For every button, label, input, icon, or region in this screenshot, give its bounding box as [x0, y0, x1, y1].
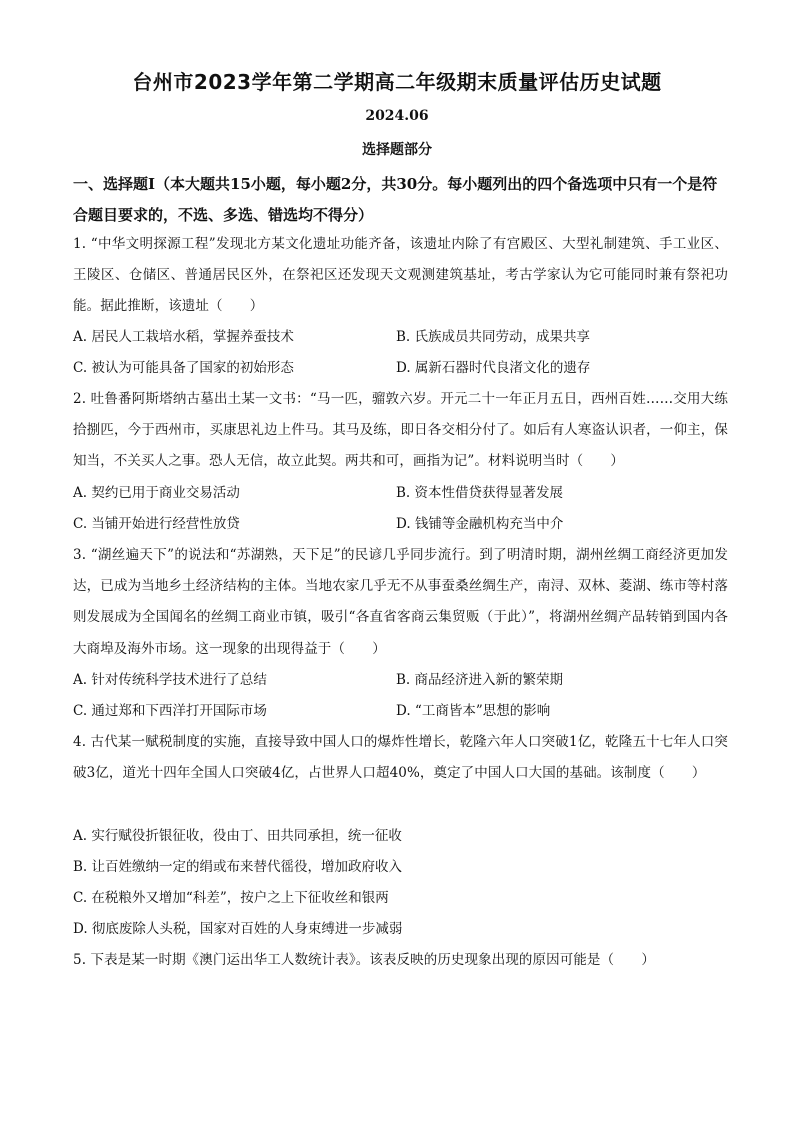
- question-2-option-c: C. 当铺开始进行经营性放贷: [73, 516, 240, 532]
- question-3-option-b: B. 商品经济进入新的繁荣期: [396, 672, 564, 688]
- question-1-option-c: C. 被认为可能具备了国家的初始形态: [73, 360, 294, 376]
- section-heading: 一、选择题Ⅰ（本大题共15小题，每小题2分，共30分。每小题列出的四个备选项中只有一个是符合题目要求的，不选、多选、错选均不得分）: [73, 175, 718, 224]
- question-4-option-a: A. 实行赋役折银征收，役由丁、田共同承担，统一征收: [73, 828, 402, 844]
- question-3-option-d: D. “工商皆本”思想的影响: [396, 703, 551, 719]
- question-2-option-b: B. 资本性借贷获得显著发展: [396, 485, 564, 501]
- part-heading: 选择题部分: [362, 142, 432, 158]
- question-2-option-a: A. 契约已用于商业交易活动: [73, 485, 240, 501]
- question-1-option-a: A. 居民人工栽培水稻，掌握养蚕技术: [73, 329, 294, 345]
- question-1-stem: 1. “中华文明探源工程”发现北方某文化遗址功能齐备，该遗址内除了有宫殿区、大型礼制建筑、手工业区、王陵区、仓储区、普通居民区外，在祭祀区还发现天文观测建筑基址，考古学家认为它可能同时兼有祭祀功能。据此推断，该遗址（ ）: [73, 236, 728, 315]
- question-2-stem: 2. 吐鲁番阿斯塔纳古墓出土某一文书：“马一匹，骝敦六岁。开元二十一年正月五日，西州百姓……交用大练拾捌匹，今于西州市，买康思礼边上件马。其马及练，即日各交相分付了。如后有人寒盗认识者，一仰主，保知当，不关买人之事。恐人无信，故立此契。两共和可，画指为记”。材料说明当时（ ）: [73, 391, 728, 470]
- question-1-option-d: D. 属新石器时代良渚文化的遗存: [396, 360, 591, 376]
- question-5-stem: 5. 下表是某一时期《澳门运出华工人数统计表》。该表反映的历史现象出现的原因可能是（ ）: [73, 952, 655, 968]
- question-4-option-c: C. 在税粮外又增加“科差”，按户之上下征收丝和银两: [73, 890, 389, 906]
- exam-title: 台州市2023学年第二学期高二年级期末质量评估历史试题: [132, 70, 662, 94]
- question-2-option-d: D. 钱铺等金融机构充当中介: [396, 516, 564, 532]
- question-4-option-b: B. 让百姓缴纳一定的绢或布来替代徭役，增加政府收入: [73, 859, 403, 875]
- question-3-option-c: C. 通过郑和下西洋打开国际市场: [73, 703, 267, 719]
- exam-date: 2024.06: [365, 108, 429, 124]
- question-4-option-d: D. 彻底废除人头税，国家对百姓的人身束缚进一步减弱: [73, 921, 403, 937]
- question-3-stem: 3. “湖丝遍天下”的说法和“苏湖熟，天下足”的民谚几乎同步流行。到了明清时期，湖州丝绸工商经济更加发达，已成为当地乡土经济结构的主体。当地农家几乎无不从事蚕桑丝绸生产，南浔、双林、菱湖、练市等村落则发展成为全国闻名的丝绸工商业市镇，吸引“各直省客商云集贸贩（于此）”，将湖州丝绸产品转销到国内各大商埠及海外市场。这一现象的出现得益于（ ）: [73, 547, 728, 657]
- question-4-stem: 4. 古代某一赋税制度的实施，直接导致中国人口的爆炸性增长，乾隆六年人口突破1亿，乾隆五十七年人口突破3亿，道光十四年全国人口突破4亿，占世界人口超40%，奠定了中国人口大国的基础。该制度（ ）: [73, 734, 728, 782]
- question-1-option-b: B. 氏族成员共同劳动，成果共享: [396, 329, 591, 345]
- question-3-option-a: A. 针对传统科学技术进行了总结: [73, 672, 267, 688]
